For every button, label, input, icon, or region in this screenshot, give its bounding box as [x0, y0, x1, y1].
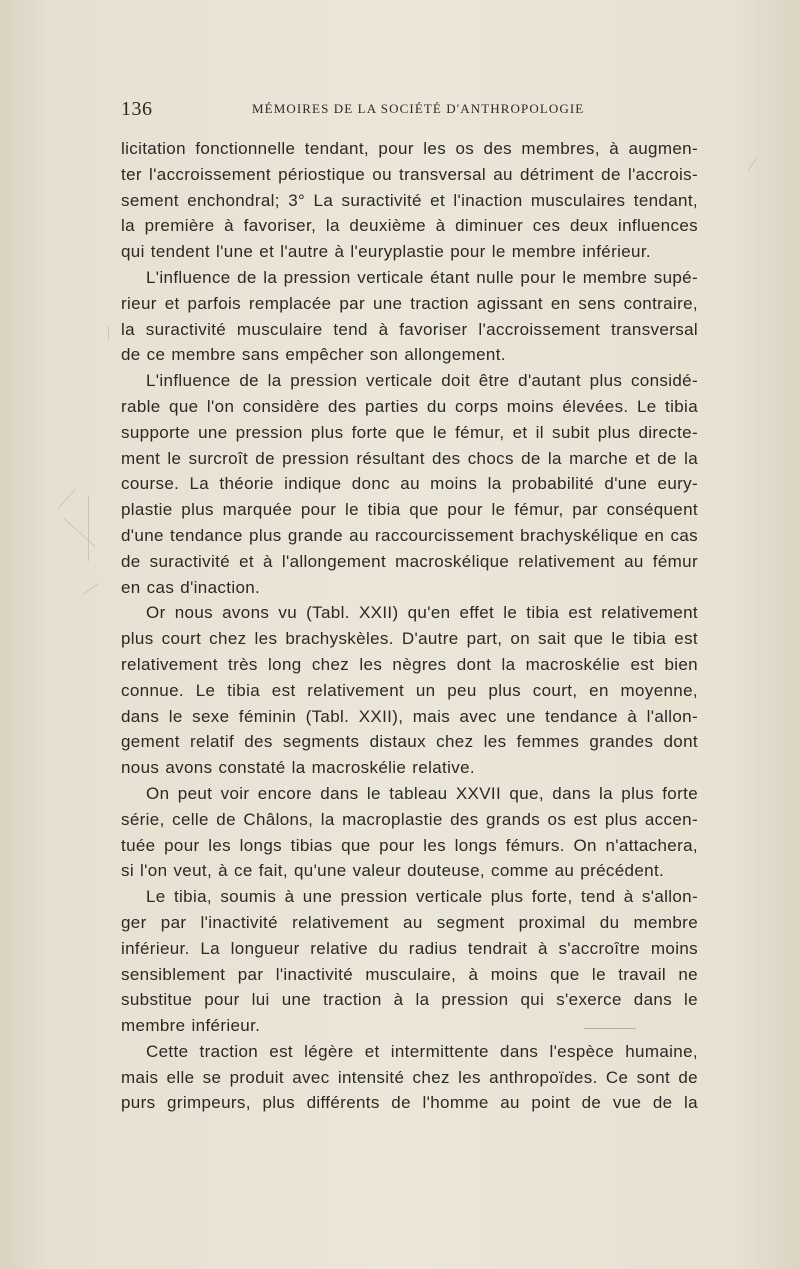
- text-line: mais elle se produit avec intensité chez les anthropoïdes. Ce sont de: [121, 1067, 698, 1087]
- margin-pencil-mark: [64, 518, 96, 547]
- text-line: L'influence de la pression verticale doit être d'autant plus considé-: [146, 371, 698, 391]
- pencil-underline-mark: [584, 1028, 636, 1029]
- text-line: gement relatif des segments distaux chez les femmes grandes dont: [121, 732, 698, 752]
- text-line: Le tibia, soumis à une pression verticale plus forte, tend à s'allon-: [146, 887, 698, 907]
- text-line: substitue pour lui une traction à la pression qui s'exerce dans le: [121, 990, 698, 1010]
- margin-pencil-mark: [88, 496, 89, 561]
- text-line: membre inférieur.: [121, 1016, 261, 1036]
- text-line: purs grimpeurs, plus différents de l'homme au point de vue de la: [121, 1093, 698, 1113]
- text-line: rable que l'on considère des parties du corps moins élevées. Le tibia: [121, 396, 698, 416]
- body-text: [121, 136, 698, 1116]
- text-line: supporte une pression plus forte que le fémur, et il subit plus directe-: [121, 422, 698, 442]
- text-line: ter l'accroissement périostique ou transversal au détriment de l'accrois-: [121, 164, 698, 184]
- text-line: si l'on veut, à ce fait, qu'une valeur douteuse, comme au précédent.: [121, 861, 665, 881]
- text-line: relativement très long chez les nègres dont la macroskélie est bien: [121, 654, 698, 674]
- text-line: sement enchondral; 3° La suractivité et l'inaction musculaires tendant,: [121, 190, 698, 210]
- page-number: 136: [121, 98, 153, 120]
- text-line: d'une tendance plus grande au raccourcissement brachyskélique en cas: [121, 525, 698, 545]
- text-line: dans le sexe féminin (Tabl. XXII), mais avec une tendance à l'allon-: [121, 706, 698, 726]
- text-line: qui tendent l'une et l'autre à l'euryplastie pour le membre inférieur.: [121, 242, 651, 262]
- text-line: sensiblement par l'inactivité musculaire, à moins que le travail ne: [121, 964, 698, 984]
- text-line: Or nous avons vu (Tabl. XXII) qu'en effet le tibia est relativement: [146, 603, 698, 623]
- text-line: de ce membre sans empêcher son allongement.: [121, 345, 506, 365]
- text-line: licitation fonctionnelle tendant, pour les os des membres, à augmen-: [121, 139, 698, 158]
- margin-pencil-mark: [108, 326, 109, 340]
- text-line: course. La théorie indique donc au moins la probabilité d'une eury-: [121, 474, 698, 494]
- margin-pencil-mark: [748, 157, 758, 171]
- text-line: tuée pour les longs tibias que pour les longs fémurs. On n'attachera,: [121, 835, 698, 855]
- margin-pencil-mark: [83, 584, 98, 595]
- text-line: la première à favoriser, la deuxième à diminuer ces deux influences: [121, 216, 698, 236]
- text-line: L'influence de la pression verticale étant nulle pour le membre supé-: [146, 267, 698, 287]
- margin-pencil-mark: [58, 489, 76, 509]
- text-line: série, celle de Châlons, la macroplastie des grands os est plus accen-: [121, 809, 698, 829]
- text-line: inférieur. La longueur relative du radius tendrait à s'accroître moins: [121, 938, 698, 958]
- text-line: ment le surcroît de pression résultant des chocs de la marche et de la: [121, 448, 698, 468]
- text-line: de suractivité et à l'allongement macroskélique relativement au fémur: [121, 551, 698, 571]
- text-line: plus court chez les brachyskèles. D'autre part, on sait que le tibia est: [121, 629, 698, 649]
- text-line: la suractivité musculaire tend à favoriser l'accroissement transversal: [121, 319, 698, 339]
- text-line: en cas d'inaction.: [121, 577, 261, 597]
- text-line: rieur et parfois remplacée par une traction agissant en sens contraire,: [121, 293, 698, 313]
- text-line: plastie plus marquée pour le tibia que pour le fémur, par conséquent: [121, 500, 698, 520]
- text-line: nous avons constaté la macroskélie relative.: [121, 758, 475, 778]
- running-head: [121, 97, 692, 121]
- text-line: Cette traction est légère et intermittente dans l'espèce humaine,: [146, 1041, 698, 1061]
- header-title: MÉMOIRES DE LA SOCIÉTÉ D'ANTHROPOLOGIE: [252, 101, 585, 116]
- text-line: connue. Le tibia est relativement un peu plus court, en moyenne,: [121, 680, 698, 700]
- text-line: ger par l'inactivité relativement au segment proximal du membre: [121, 912, 698, 932]
- text-line: On peut voir encore dans le tableau XXVII que, dans la plus forte: [146, 783, 698, 803]
